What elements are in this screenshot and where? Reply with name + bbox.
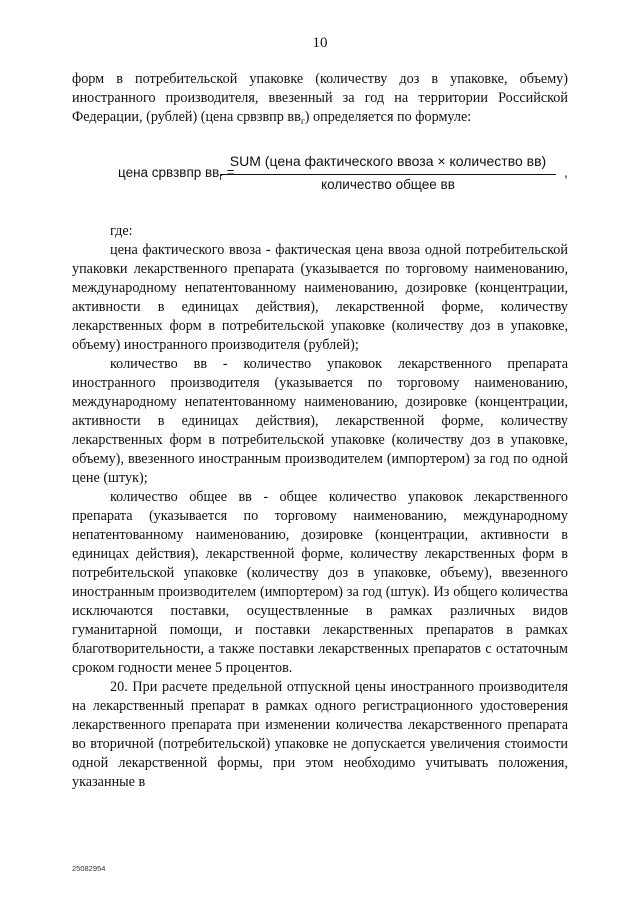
intro-text-end: ) определяется по формуле:: [304, 109, 472, 125]
definition-quantity: количество вв - количество упаковок лекарственного препарата иностранного производителя (указывается по торговому наименованию, международному непатентованному наименованию, дозировке (концентрации, активности в единицах действия), лекарственной форме, количеству лекарственных форм в потребительской упаковке (количеству доз в упаковке, объему), ввезенного иностранным производителем (импортером) за год по одной цене (штук);: [72, 356, 568, 486]
formula-denominator: количество общее вв: [321, 177, 455, 192]
definition-total-quantity: количество общее вв - общее количество упаковок лекарственного препарата (указывается по торговому наименованию, международному непатентованному наименованию, дозировке (концентрации, активности в единицах действия), лекарственной форме, количеству лекарственных форм в потребительской упаковке (количеству доз в упаковке, объему), ввезенного иностранным производителем (импортером) за год (штук). Из общего количества исключаются поставки, осуществленные в рамках различных видов гуманитарной помощи, и поставки лекарственных препаратов в рамках благотворительности, а также поставки лекарственных препаратов с остаточным сроком годности менее 5 процентов.: [72, 489, 568, 676]
page-number: 10: [312, 35, 328, 51]
formula-comma: ,: [564, 165, 568, 180]
intro-paragraph: [72, 70, 568, 127]
definition-actual-price: цена фактического ввоза - фактическая цена ввоза одной потребительской упаковки лекарственного препарата (указывается по торговому наименованию, международному непатентованному наименованию, дозировке (концентрации, активности в единицах действия), лекарственной форме, количеству лекарственных форм в потребительской упаковке (количеству доз в упаковке, объему) иностранного производителя (рублей);: [72, 242, 568, 353]
formula-lhs-label: цена срвзвпр вв: [118, 165, 220, 180]
formula-equals: =: [226, 165, 235, 180]
formula-fraction-bar: [220, 174, 556, 175]
document-id: 25082954: [72, 864, 106, 873]
clause-20: 20. При расчете предельной отпускной цены иностранного производителя на лекарственный препарат в рамках одного регистрационного удостоверения лекарственного препарата при изменении количества лекарственного препарата во вторичной (потребительской) упаковке не допускается увеличения стоимости одной лекарственной формы, при этом необходимо учитывать положения, указанные в: [72, 679, 568, 790]
formula-lhs: [118, 165, 235, 183]
definitions-block: [72, 222, 568, 792]
intro-block: [72, 70, 568, 127]
intro-text: форм в потребительской упаковке (количеству доз в упаковке, объему) иностранного производителя, ввезенный за год на территории Российской Федерации, (рублей) (цена срвзвпр вв: [72, 71, 568, 125]
price-formula: [118, 153, 578, 195]
intro-subscript: г: [300, 117, 305, 127]
formula-lhs-subscript: г: [219, 172, 223, 183]
where-label: где:: [110, 223, 133, 239]
formula-numerator: SUM (цена фактического ввоза × количество вв): [229, 153, 547, 169]
